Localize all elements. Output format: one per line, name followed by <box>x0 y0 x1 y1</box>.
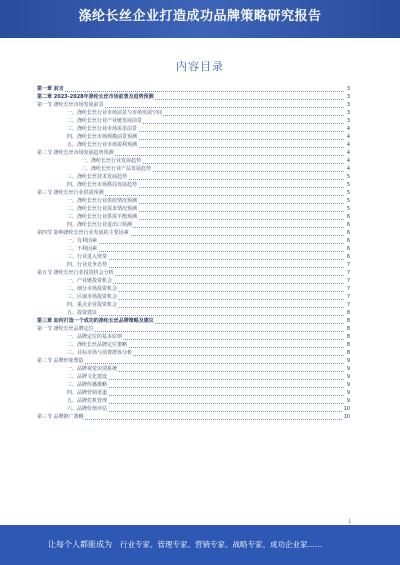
toc-entry-page: 8 <box>346 342 350 348</box>
page-number: 1 <box>348 519 351 524</box>
toc-entry-page: 7 <box>346 270 350 276</box>
toc-entry[interactable] <box>37 365 350 373</box>
toc-entry-text: 六、品牌价值评估 <box>37 405 108 413</box>
toc-entry-text: 第一节 涤纶长丝市场发展前景 <box>37 102 104 108</box>
toc-entry-text: 第一节 涤纶长丝品牌定位 <box>37 326 94 332</box>
toc-entry[interactable] <box>37 285 350 293</box>
toc-entry-text: 一、品牌定位的基本原则 <box>37 333 123 341</box>
toc-entry[interactable] <box>37 253 350 261</box>
toc-entry-page: 9 <box>346 366 350 372</box>
toc-entry-page: 8 <box>346 318 350 324</box>
toc-entry-page: 9 <box>346 382 350 388</box>
toc-entry[interactable] <box>37 109 350 117</box>
toc-entry[interactable] <box>37 125 350 133</box>
toc-entry-text: 第三章 如何打造一个成功的涤纶长丝品牌策略及建议 <box>37 318 154 324</box>
table-of-contents <box>37 85 350 421</box>
toc-entry-page: 3 <box>346 110 350 116</box>
toc-entry-text: 二、涤纶长丝行业需求情况预测 <box>37 205 138 213</box>
toc-entry[interactable] <box>37 189 350 197</box>
toc-entry[interactable] <box>37 197 350 205</box>
toc-entry-text: 一、有利因素 <box>37 237 98 245</box>
toc-entry[interactable] <box>37 389 350 397</box>
toc-entry[interactable] <box>37 277 350 285</box>
toc-entry[interactable] <box>37 373 350 381</box>
toc-entry[interactable] <box>37 269 350 277</box>
toc-entry[interactable] <box>37 237 350 245</box>
toc-entry-text: 五、投资建议 <box>37 309 98 317</box>
toc-entry-text: 第五节 涤纶长丝行业投资机会分析 <box>37 270 114 276</box>
toc-entry-page: 4 <box>346 142 350 148</box>
toc-entry[interactable] <box>37 301 350 309</box>
toc-entry[interactable] <box>37 205 350 213</box>
toc-entry[interactable] <box>37 333 350 341</box>
toc-entry-text: 四、涤纶长丝市场规模前景预测 <box>37 133 138 141</box>
toc-entry[interactable] <box>37 397 350 405</box>
toc-entry[interactable] <box>37 85 350 93</box>
report-title: 涤纶长丝企业打造成功品牌策略研究报告 <box>78 9 322 24</box>
toc-entry[interactable] <box>37 317 350 325</box>
toc-entry-page: 6 <box>346 230 350 236</box>
toc-entry[interactable] <box>37 413 350 421</box>
toc-entry-text: 一、品牌视觉识别系统 <box>37 365 118 373</box>
toc-entry-page: 4 <box>346 150 350 156</box>
toc-entry-text: 三、品牌传播策略 <box>37 381 108 389</box>
toc-entry-page: 5 <box>346 190 350 196</box>
toc-entry-page: 4 <box>346 134 350 140</box>
toc-entry[interactable] <box>37 341 350 349</box>
toc-entry-text: 二、不利因素 <box>37 245 98 253</box>
toc-entry-text: 第四节 影响涤纶长丝行业发展的主要因素 <box>37 230 129 236</box>
toc-entry-page: 6 <box>346 222 350 228</box>
toc-entry-text: 第二章 2023-2028年涤纶长丝市场前景及趋势预测 <box>37 94 154 100</box>
toc-entry[interactable] <box>37 349 350 357</box>
footer-slogan: 让每个人都能成为 <box>48 540 112 549</box>
toc-entry-text: 三、目标市场与消费群体分析 <box>37 349 133 357</box>
toc-entry[interactable] <box>37 325 350 333</box>
toc-entry-page: 8 <box>346 334 350 340</box>
toc-entry-page: 5 <box>346 206 350 212</box>
footer-banner <box>0 525 400 565</box>
toc-entry-page: 3 <box>346 94 350 100</box>
toc-entry-page: 7 <box>346 294 350 300</box>
toc-entry[interactable] <box>37 357 350 365</box>
toc-entry-text: 一、涤纶长丝行业市场前景与市场发展空间 <box>37 109 163 117</box>
toc-entry-text: 二、涤纶长丝行业产业链发展前景 <box>37 117 143 125</box>
toc-entry[interactable] <box>37 221 350 229</box>
toc-entry-text: 二、涤纶长丝行业产品发展趋势 <box>37 165 152 173</box>
toc-entry-page: 4 <box>346 126 350 132</box>
toc-entry-page: 3 <box>346 118 350 124</box>
toc-entry-page: 9 <box>346 358 350 364</box>
toc-entry-page: 5 <box>346 182 350 188</box>
toc-entry-text: 一、产业链投资机会 <box>37 277 113 285</box>
toc-entry[interactable] <box>37 149 350 157</box>
footer-roles: 行业专家、管理专家、营销专家、战略专家、成功企业家…… <box>120 540 323 549</box>
toc-entry-page: 8 <box>346 326 350 332</box>
toc-entry-text: 第二节 涤纶长丝市场发展趋势预测 <box>37 150 114 156</box>
toc-entry-text: 三、涤纶长丝行业市场需求前景 <box>37 125 138 133</box>
toc-entry-page: 5 <box>346 174 350 180</box>
toc-entry[interactable] <box>37 181 350 189</box>
toc-entry-page: 4 <box>346 166 350 172</box>
toc-entry[interactable] <box>37 157 350 165</box>
toc-entry-page: 10 <box>343 414 350 420</box>
toc-entry-text: 二、细分市场投资机会 <box>37 285 118 293</box>
toc-entry-page: 3 <box>346 86 350 92</box>
toc-entry-text: 四、涤纶长丝行业进出口预测 <box>37 221 133 229</box>
toc-entry-page: 9 <box>346 390 350 396</box>
toc-entry-text: 四、涤纶长丝市场格局发展趋势 <box>37 181 138 189</box>
toc-entry-text: 四、行业竞争态势 <box>37 261 108 269</box>
toc-entry[interactable] <box>37 213 350 221</box>
toc-entry[interactable] <box>37 229 350 237</box>
toc-entry[interactable] <box>37 93 350 101</box>
toc-entry-page: 10 <box>343 406 350 412</box>
toc-heading: 内容目录 <box>176 60 224 73</box>
toc-entry-page: 6 <box>346 238 350 244</box>
toc-entry-page: 7 <box>346 262 350 268</box>
toc-entry-page: 3 <box>346 102 350 108</box>
toc-entry[interactable] <box>37 261 350 269</box>
toc-entry-page: 9 <box>346 398 350 404</box>
toc-entry-page: 8 <box>346 310 350 316</box>
toc-entry-text: 第三节 品牌推广策略 <box>37 414 84 420</box>
toc-entry-page: 7 <box>346 302 350 308</box>
toc-entry-text: 三、涤纶长丝技术发展趋势 <box>37 173 128 181</box>
toc-entry-text: 二、品牌文化建设 <box>37 373 108 381</box>
toc-entry-page: 7 <box>346 286 350 292</box>
toc-entry-text: 一、涤纶长丝行业供给情况预测 <box>37 197 138 205</box>
toc-entry[interactable] <box>37 165 350 173</box>
toc-entry-page: 4 <box>346 158 350 164</box>
toc-entry[interactable] <box>37 405 350 413</box>
toc-leader-dots <box>37 91 344 92</box>
toc-entry-text: 五、涤纶长丝行业市场盈利预测 <box>37 141 138 149</box>
toc-entry-page: 6 <box>346 254 350 260</box>
toc-entry-text: 第二节 品牌形象塑造 <box>37 358 84 364</box>
toc-entry[interactable] <box>37 117 350 125</box>
toc-entry-text: 二、涤纶长丝品牌定位策略 <box>37 341 128 349</box>
toc-entry-page: 7 <box>346 278 350 284</box>
toc-entry-text: 三、行业进入壁垒 <box>37 253 108 261</box>
report-header <box>0 0 400 38</box>
toc-entry[interactable] <box>37 133 350 141</box>
toc-entry-page: 5 <box>346 198 350 204</box>
toc-entry-page: 8 <box>346 350 350 356</box>
toc-entry[interactable] <box>37 101 350 109</box>
toc-entry-text: 三、涤纶长丝行业供需平衡预测 <box>37 213 138 221</box>
toc-entry[interactable] <box>37 245 350 253</box>
toc-entry-page: 6 <box>346 246 350 252</box>
toc-entry-text: 四、品牌营销渠道 <box>37 389 108 397</box>
toc-entry[interactable] <box>37 141 350 149</box>
toc-entry[interactable] <box>37 381 350 389</box>
toc-entry-text: 第三节 涤纶长丝行业供需预测 <box>37 190 104 196</box>
toc-entry[interactable] <box>37 309 350 317</box>
toc-entry[interactable] <box>37 173 350 181</box>
toc-entry-text: 五、品牌危机管理 <box>37 397 108 405</box>
toc-entry-page: 6 <box>346 214 350 220</box>
toc-entry-text: 第一章 前言 <box>37 86 64 92</box>
toc-entry-text: 一、涤纶长丝行业发展趋势 <box>37 157 142 165</box>
toc-entry-text: 四、重点企业投资机会 <box>37 301 118 309</box>
toc-entry-text: 三、区域市场投资机会 <box>37 293 118 301</box>
toc-entry[interactable] <box>37 293 350 301</box>
toc-entry-page: 9 <box>346 374 350 380</box>
